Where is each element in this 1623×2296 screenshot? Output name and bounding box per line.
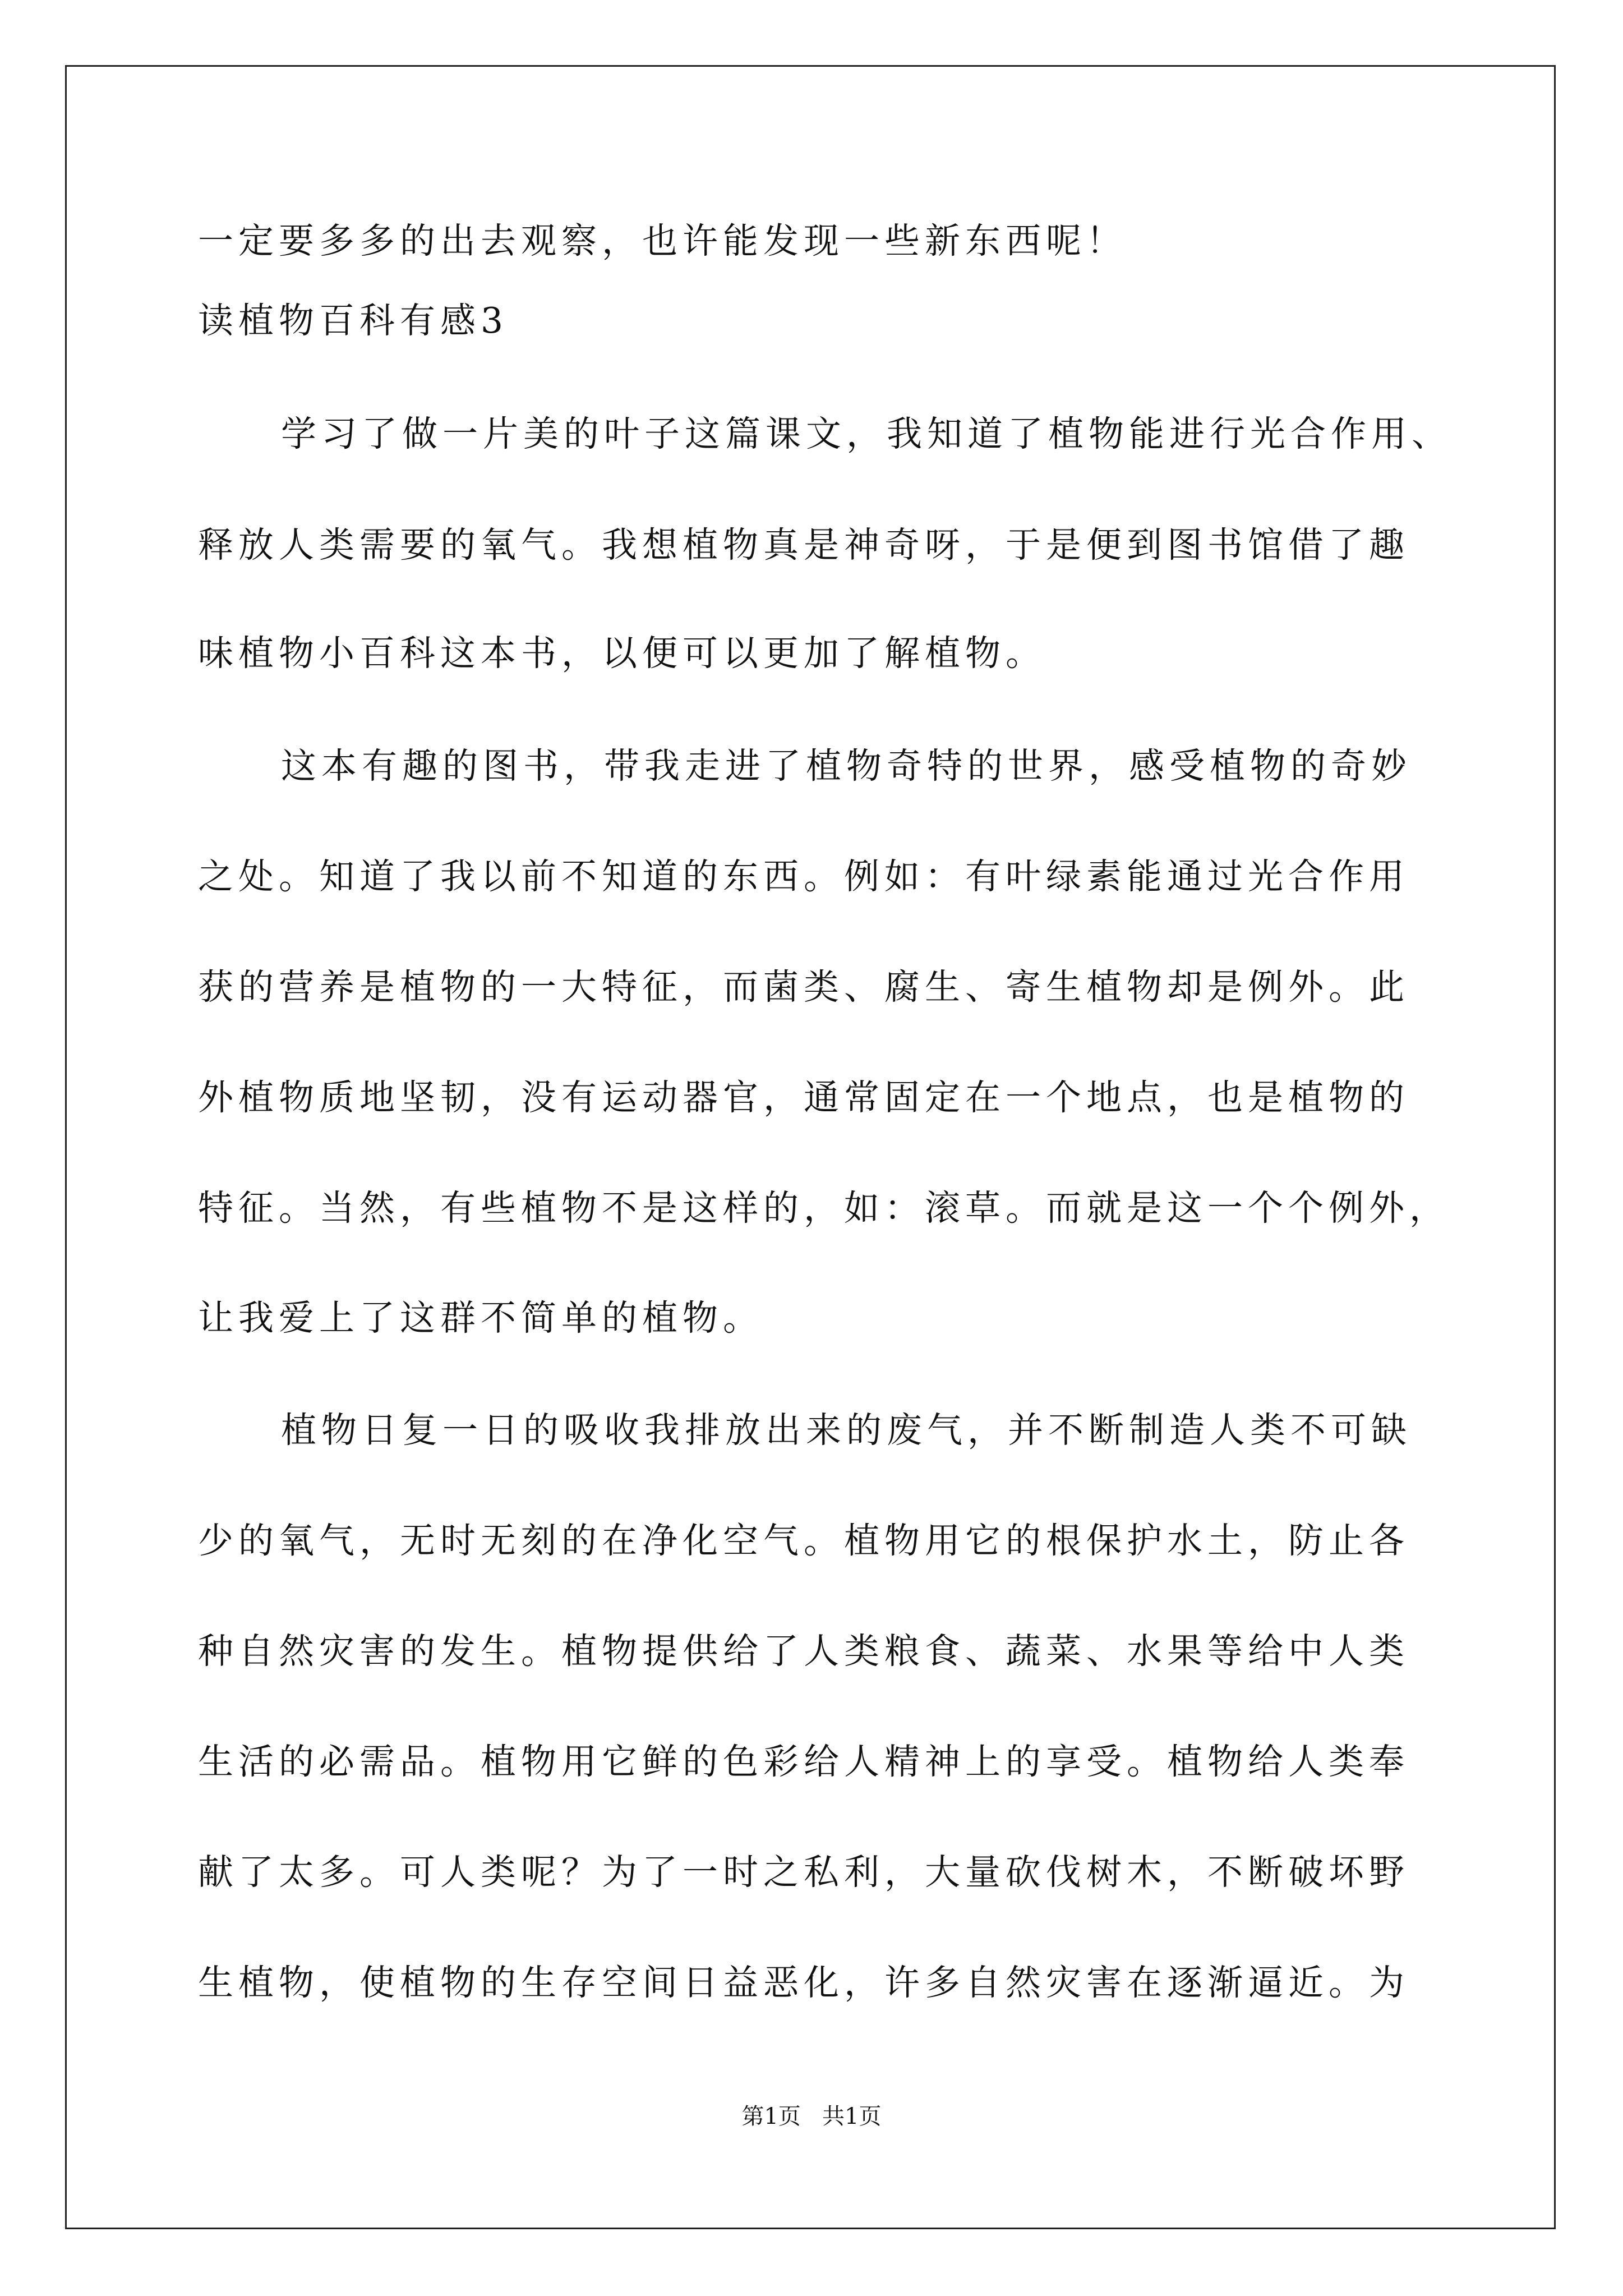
paragraph-line: 献了太多。可人类呢？为了一时之私利，大量砍伐树木，不断破坏野 [198, 1852, 1409, 1893]
paragraph-line: 种自然灾害的发生。植物提供给了人类粮食、蔬菜、水果等给中人类 [198, 1631, 1409, 1672]
paragraph-line: 之处。知道了我以前不知道的东西。例如：有叶绿素能通过光合作用 [198, 856, 1409, 897]
paragraph-line: 释放人类需要的氧气。我想植物真是神奇呀，于是便到图书馆借了趣 [198, 524, 1409, 565]
paragraph-line: 植物日复一日的吸收我排放出来的废气，并不断制造人类不可缺 [281, 1410, 1412, 1451]
paragraph-line: 生活的必需品。植物用它鲜的色彩给人精神上的享受。植物给人类奉 [198, 1741, 1409, 1782]
paragraph-line: 生植物，使植物的生存空间日益恶化，许多自然灾害在逐渐逼近。为 [198, 1962, 1409, 2003]
paragraph-line: 外植物质地坚韧，没有运动器官，通常固定在一个地点，也是植物的 [198, 1077, 1409, 1118]
page-border [65, 65, 1556, 2229]
paragraph-line: 少的氧气，无时无刻的在净化空气。植物用它的根保护水土，防止各 [198, 1520, 1409, 1561]
paragraph-line: 让我爱上了这群不简单的植物。 [198, 1297, 763, 1338]
page-number: 第1页 共1页 [741, 2104, 882, 2129]
paragraph-line: 获的营养是植物的一大特征，而菌类、腐生、寄生植物却是例外。此 [198, 967, 1409, 1007]
paragraph-line: 一定要多多的出去观察，也许能发现一些新东西呢！ [198, 220, 1127, 261]
paragraph-line: 味植物小百科这本书，以便可以更加了解植物。 [198, 633, 1046, 674]
paragraph-line: 这本有趣的图书，带我走进了植物奇特的世界，感受植物的奇妙 [281, 746, 1412, 786]
paragraph-line: 特征。当然，有些植物不是这样的，如：滚草。而就是这一个个例外， [198, 1188, 1450, 1228]
section-heading: 读植物百科有感3 [198, 300, 509, 341]
paragraph-line: 学习了做一片美的叶子这篇课文，我知道了植物能进行光合作用、 [281, 413, 1452, 454]
